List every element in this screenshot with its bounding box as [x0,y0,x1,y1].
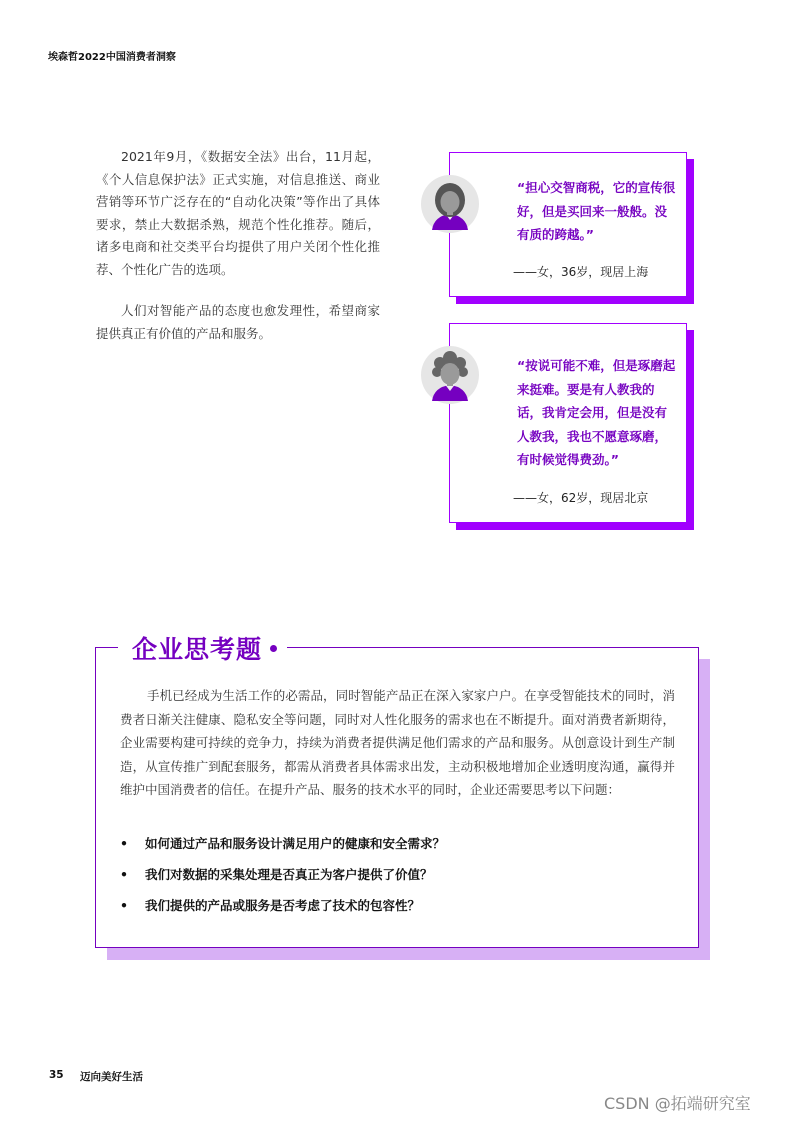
think-box-body: 手机已经成为生活工作的必需品，同时智能产品正在深入家家户户。在享受智能技术的同时，消费者日渐关注健康、隐私安全等问题，同时对人性化服务的需求也在不断提升。面对消费者新期待，企业需要构建可持续的竞争力，持续为消费者提供满足他们需求的产品和服务。从创意设计到生产制造，从宣传推广到配套服务，都需从消费者具体需求出发，主动积极地增加企业透明度沟通，赢得并维护中国消费者的信任。在提升产品、服务的技术水平的同时，企业还需要思考以下问题： [120,688,675,797]
quote-1-text: “担心交智商税，它的宣传很好，但是买回来一般般。没有质的跨越。” [517,180,676,242]
quote-2-text: “按说可能不难，但是琢磨起来挺难。要是有人教我的话，我肯定会用，但是没有人教我，我也不愿意琢磨，有时候觉得费劲。” [517,358,676,467]
intro-paragraph-1: 2021年9月，《数据安全法》出台，11月起，《个人信息保护法》正式实施，对信息推送、商业营销等环节广泛存在的“自动化决策”等作出了具体要求，禁止大数据杀熟，规范个性化推荐。随后，诸多电商和社交类平台均提供了用户关闭个性化推荐、个性化广告的选项。 [96,149,380,277]
think-box-heading [118,629,287,667]
bullet-icon: • [120,898,128,913]
watermark: CSDN @拓端研究室 [604,1094,751,1113]
list-item [120,832,445,863]
footer-section-label: 迈向美好生活 [80,1071,143,1083]
bullet-icon: • [120,867,128,882]
quote-1-author: ——女，36岁，现居上海 [513,265,649,279]
think-box-title: 企业思考题 [132,635,263,664]
list-item [120,894,445,925]
elder-female-avatar-icon [420,345,480,405]
page-number: 35 [49,1069,64,1081]
question-list [120,832,445,925]
intro-paragraph-2: 人们对智能产品的态度也愈发理性，希望商家提供真正有价值的产品和服务。 [96,303,380,341]
question-text: 我们提供的产品或服务是否考虑了技术的包容性？ [145,898,421,913]
quote-2-author: ——女，62岁，现居北京 [513,491,649,505]
bullet-icon: • [120,836,128,851]
report-title: 埃森哲2022中国消费者洞察 [48,52,176,63]
title-dot-icon [270,645,277,652]
question-text: 如何通过产品和服务设计满足用户的健康和安全需求？ [145,836,446,851]
question-text: 我们对数据的采集处理是否真正为客户提供了价值？ [145,867,433,882]
female-avatar-icon [420,174,480,234]
list-item [120,863,445,894]
